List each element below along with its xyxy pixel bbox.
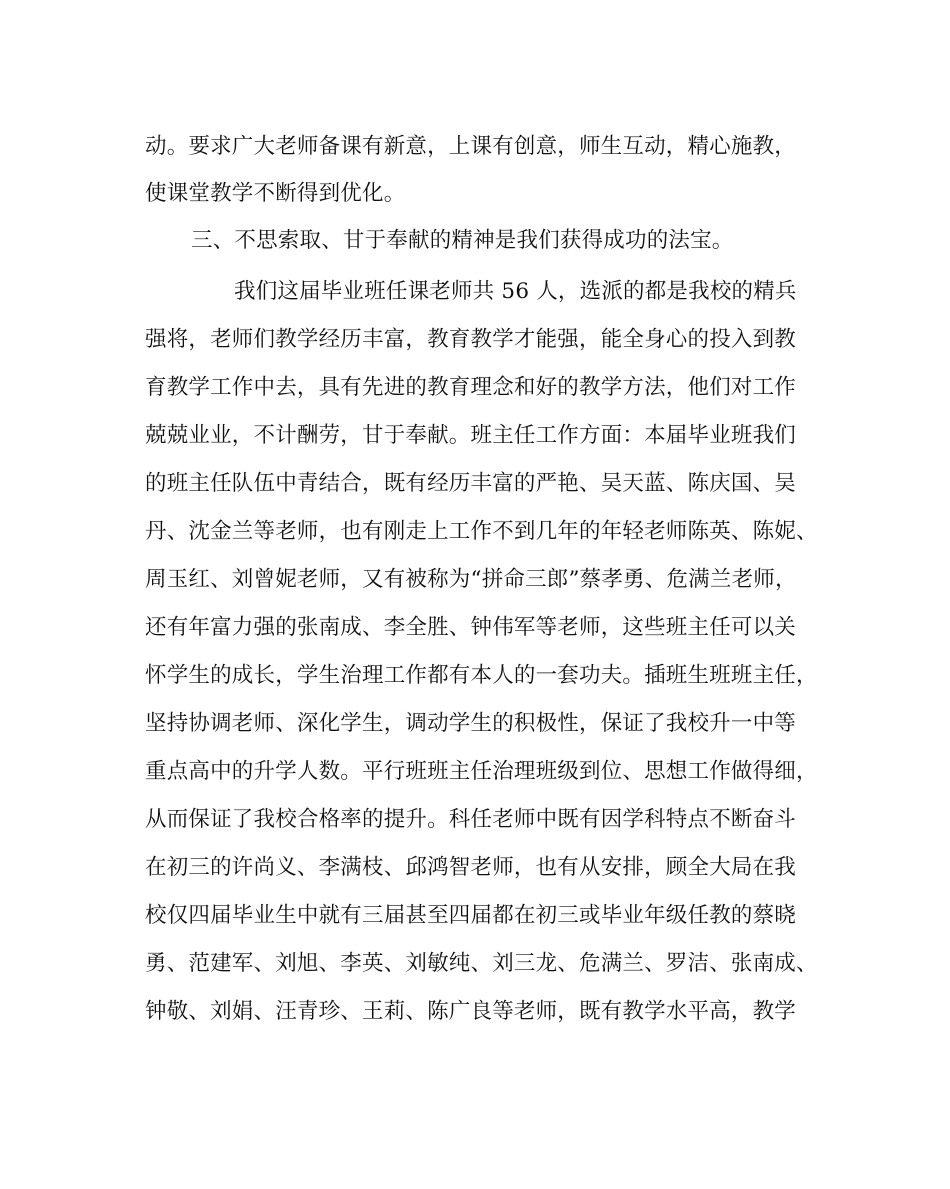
paragraph-first-line: 我们这届毕业班任课老师共 56 人，选派的都是我校的精兵 [234,279,797,304]
text-line-14: 重点高中的升学人数。平行班班主任治理班级到位、思想工作做得细， [145,759,818,784]
text-line-10: 周玉红、刘曾妮老师，又有被称为“拼命三郎”蔡孝勇、危满兰老师， [145,567,797,592]
text-line-15: 从而保证了我校合格率的提升。科任老师中既有因学科特点不断奋斗 [145,807,797,832]
text-line-16: 在初三的许尚义、李满枝、邱鸿智老师，也有从安排，顾全大局在我 [145,855,797,880]
text-line-19: 钟敬、刘娟、汪青珍、王莉、陈广良等老师，既有教学水平高，教学 [145,999,797,1024]
text-line-9: 丹、沈金兰等老师，也有刚走上工作不到几年的年轻老师陈英、陈妮、 [145,519,818,544]
text-line-11: 还有年富力强的张南成、李全胜、钟伟军等老师，这些班主任可以关 [145,615,797,640]
text-line-7: 兢兢业业，不计酬劳，甘于奉献。班主任工作方面：本届毕业班我们 [145,423,797,448]
text-line-1: 动。要求广大老师备课有新意，上课有创意，师生互动，精心施教， [145,134,797,159]
text-line-6: 育教学工作中去，具有先进的教育理念和好的教学方法，他们对工作 [145,375,797,400]
section-heading-3: 三、不思索取、甘于奉献的精神是我们获得成功的法宝。 [191,228,734,253]
text-line-5: 强将，老师们教学经历丰富，教育教学才能强，能全身心的投入到教 [145,327,797,352]
text-line-12: 怀学生的成长，学生治理工作都有本人的一套功夫。插班生班班主任， [145,663,818,688]
text-line-8: 的班主任队伍中青结合，既有经历丰富的严艳、吴天蓝、陈庆国、吴 [145,471,797,496]
text-line-18: 勇、范建军、刘旭、李英、刘敏纯、刘三龙、危满兰、罗洁、张南成、 [145,951,818,976]
text-line-2: 使课堂教学不断得到优化。 [145,181,406,206]
text-line-13: 坚持协调老师、深化学生，调动学生的积极性，保证了我校升一中等 [145,711,797,736]
text-line-17: 校仅四届毕业生中就有三届甚至四届都在初三或毕业年级任教的蔡晓 [145,903,797,928]
